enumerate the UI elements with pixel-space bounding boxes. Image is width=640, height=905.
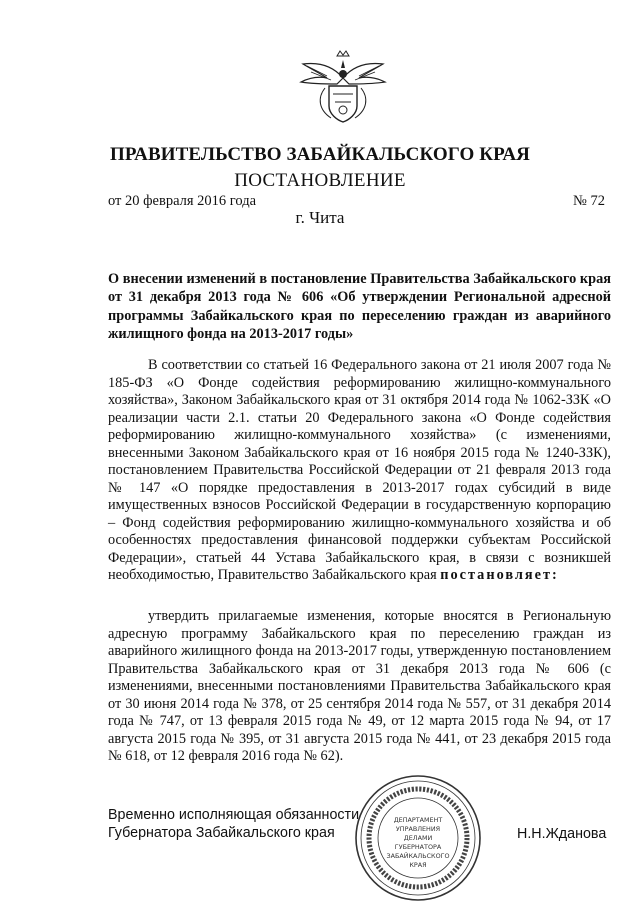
svg-text:ДЕЛАМИ: ДЕЛАМИ (403, 834, 433, 842)
document-type: ПОСТАНОВЛЕНИЕ (234, 170, 406, 191)
signatory-title (108, 807, 359, 842)
document-heading: О внесении изменений в постановление Правительства Забайкальского края от 31 декабря 2013 года № 606 «Об утверждении Региональной адресной программы Забайкальского края по переселению граждан из аварийного жилищного фонда на 2013-2017 годы» (108, 271, 611, 342)
preamble-paragraph (108, 357, 611, 585)
svg-text:УПРАВЛЕНИЯ: УПРАВЛЕНИЯ (395, 825, 441, 833)
document-number: № 72 (573, 193, 605, 209)
svg-text:ДЕПАРТАМЕНТ: ДЕПАРТАМЕНТ (393, 816, 443, 824)
signatory-title-line2: Губернатора Забайкальского края (108, 824, 335, 841)
coat-of-arms-icon (297, 48, 389, 124)
resolution-paragraph: утвердить прилагаемые изменения, которые вносятся в Региональную адресную программу Забайкальского края по переселению граждан из аварийного жилищного фонда на 2013-2017 годы, утвержденную постановлением Правительства Забайкальского края от 31 декабря 2013 года № 606 (с изменениями, внесенными постановлениями Правительства Забайкальского края от 30 июня 2014 года № 378, от 25 сентября 2014 года № 557, от 31 декабря 2014 года № 747, от 13 февраля 2015 года № 49, от 12 марта 2015 года № 94, от 17 августа 2015 года № 395, от 31 августа 2015 года № 441, от 23 декабря 2015 года № 618, от 12 февраля 2016 года № 62). (108, 608, 611, 764)
organization-title: ПРАВИТЕЛЬСТВО ЗАБАЙКАЛЬСКОГО КРАЯ (109, 144, 530, 165)
signatory-title-line1: Временно исполняющая обязанности (108, 807, 360, 823)
svg-text:ГУБЕРНАТОРА: ГУБЕРНАТОРА (394, 843, 442, 851)
document-date: от 20 февраля 2016 года (108, 193, 257, 209)
official-seal-icon (347, 772, 489, 904)
signatory-name: Н.Н.Жданова (517, 826, 607, 842)
svg-text:ЗАБАЙКАЛЬСКОГО: ЗАБАЙКАЛЬСКОГО (386, 852, 450, 860)
decree-word: постановляет: (440, 567, 559, 583)
document-city: г. Чита (295, 208, 345, 227)
svg-text:КРАЯ: КРАЯ (409, 861, 427, 869)
preamble-text: В соответствии со статьей 16 Федерального закона от 21 июля 2007 года № 185-ФЗ «О Фонде содействия реформированию жилищно-коммунального хозяйства», Законом Забайкальского края от 31 октября 2014 года № 1062-ЗЗК «О реализации части 2.1. статьи 20 Федерального закона «О Фонде содействия реформированию жилищно-коммунального хозяйства» (с изменениями, внесенными Законом Забайкальского края от 16 ноября 2015 года № 1240-ЗЗК), постановлением Правительства Российской Федерации от 21 февраля 2013 года № 147 «О порядке предоставления в 2013-2017 годах субсидий в виде имущественных взносов Российской Федерации в государственную корпорацию – Фонд содействия реформированию жилищно-коммунального хозяйства и об особенностях предоставления финансовой поддержки субъектам Российской Федерации», статьей 44 Устава Забайкальского края, в связи с возникшей необходимостью, Правительство Забайкальского края (108, 357, 611, 583)
